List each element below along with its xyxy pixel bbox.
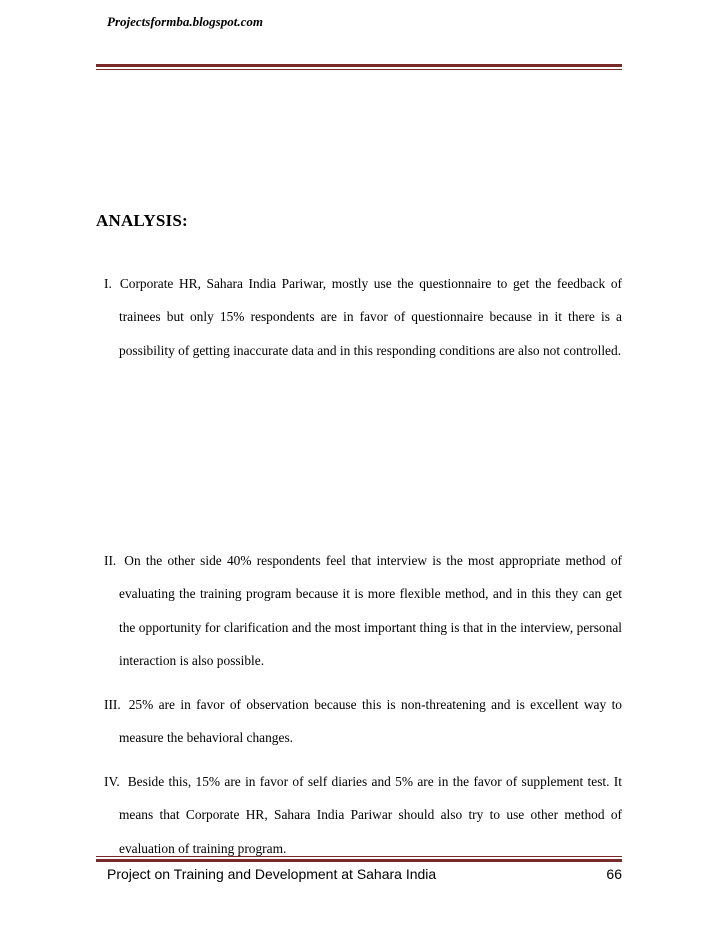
list-item-text: On the other side 40% respondents feel that interview is the most appropriate method of evaluating the training program because it is more flexible method, and in this they can get the opportunity for clarification and the most important thing is that in the interview, personal interaction is also possible.: [119, 553, 622, 669]
header-site-name: Projectsformba.blogspot.com: [107, 14, 263, 29]
list-item-marker: II.: [104, 553, 117, 568]
footer-title: Project on Training and Development at Sahara India: [107, 866, 437, 882]
list-item: [104, 765, 622, 865]
list-item-marker: I.: [104, 276, 112, 291]
page-number: 66: [606, 866, 622, 882]
list-item-text: Corporate HR, Sahara India Pariwar, mostly use the questionnaire to get the feedback of trainees but only 15% respondents are in favor of questionnaire because in it there is a possibility of getting inaccurate data and in this responding conditions are also not controlled.: [119, 276, 622, 358]
list-item-text: 25% are in favor of observation because this is non-threatening and is excellent way to measure the behavioral changes.: [119, 697, 622, 746]
list-item-marker: IV.: [104, 774, 120, 789]
list-item-text: Beside this, 15% are in favor of self diaries and 5% are in the favor of supplement test. It means that Corporate HR, Sahara India Pariwar should also try to use other method of evaluation of training program.: [119, 774, 622, 856]
list-item: [104, 267, 622, 367]
header-rule-thin: [96, 69, 622, 70]
header-rule-thick: [96, 64, 622, 67]
list-item: [104, 688, 622, 755]
section-heading: ANALYSIS:: [96, 211, 188, 230]
list-item: [104, 544, 622, 678]
footer-rule-thick: [96, 859, 622, 862]
list-item-marker: III.: [104, 697, 121, 712]
footer-rule-thin: [96, 856, 622, 857]
